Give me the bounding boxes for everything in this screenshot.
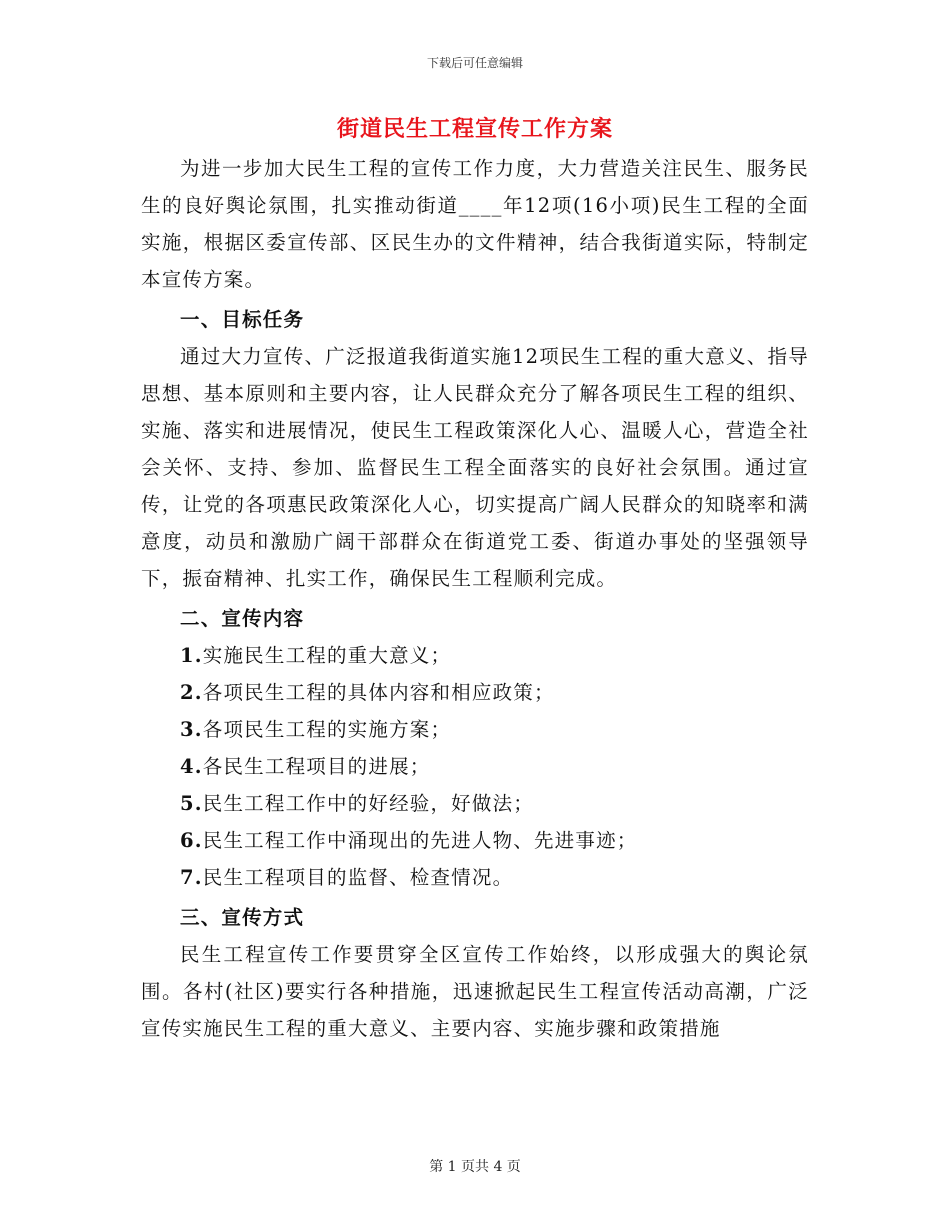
list-item bbox=[141, 637, 809, 674]
section-methods-paragraph: 民生工程宣传工作要贯穿全区宣传工作始终，以形成强大的舆论氛围。各村(社区)要实行各种措施，迅速掀起民生工程宣传活动高潮，广泛宣传实施民生工程的重大意义、主要内容、实施步骤和政策措施 bbox=[141, 943, 809, 1040]
list-item-text: 各民生工程项目的进展； bbox=[202, 755, 431, 778]
list-item bbox=[141, 822, 809, 859]
section-heading-goals: 一、目标任务 bbox=[180, 308, 305, 331]
list-item-text: 民生工程工作中的好经验，好做法； bbox=[202, 792, 534, 815]
list-item-number: 5. bbox=[180, 792, 203, 815]
list-item bbox=[141, 711, 809, 748]
section-heading-methods: 三、宣传方式 bbox=[180, 906, 305, 929]
list-item bbox=[141, 785, 809, 822]
list-item-text: 实施民生工程的重大意义； bbox=[202, 644, 452, 667]
list-item-text: 民生工程项目的监督、检查情况。 bbox=[202, 866, 514, 889]
document-title: 街道民生工程宣传工作方案 bbox=[336, 116, 613, 142]
header-note: 下载后可任意编辑 bbox=[426, 56, 523, 70]
document-body bbox=[141, 150, 809, 1047]
list-item-number: 2. bbox=[180, 681, 203, 704]
list-item-number: 7. bbox=[180, 866, 203, 889]
list-item bbox=[141, 859, 809, 896]
intro-paragraph: 为进一步加大民生工程的宣传工作力度，大力营造关注民生、服务民生的良好舆论氛围，扎实推动街道____年12项(16小项)民生工程的全面实施，根据区委宣传部、区民生办的文件精神，结合我街道实际，特制定本宣传方案。 bbox=[141, 157, 809, 291]
list-item-number: 3. bbox=[180, 718, 203, 741]
list-item bbox=[141, 674, 809, 711]
content-list bbox=[141, 637, 809, 896]
section-heading-content: 二、宣传内容 bbox=[180, 607, 305, 630]
list-item-text: 各项民生工程的具体内容和相应政策； bbox=[202, 681, 555, 704]
list-item-number: 1. bbox=[180, 644, 203, 667]
list-item-text: 民生工程工作中涌现出的先进人物、先进事迹； bbox=[202, 829, 638, 852]
page-number: 第 1 页共 4 页 bbox=[429, 1159, 521, 1175]
list-item-number: 6. bbox=[180, 829, 203, 852]
list-item-number: 4. bbox=[180, 755, 203, 778]
list-item-text: 各项民生工程的实施方案； bbox=[202, 718, 452, 741]
list-item bbox=[141, 748, 809, 785]
section-goals-paragraph: 通过大力宣传、广泛报道我街道实施12项民生工程的重大意义、指导思想、基本原则和主要内容，让人民群众充分了解各项民生工程的组织、实施、落实和进展情况，使民生工程政策深化人心、温暖人心，营造全社会关怀、支持、参加、监督民生工程全面落实的良好社会氛围。通过宣传，让党的各项惠民政策深化人心，切实提高广阔人民群众的知晓率和满意度，动员和激励广阔干部群众在街道党工委、街道办事处的坚强领导下，振奋精神、扎实工作，确保民生工程顺利完成。 bbox=[141, 345, 809, 590]
